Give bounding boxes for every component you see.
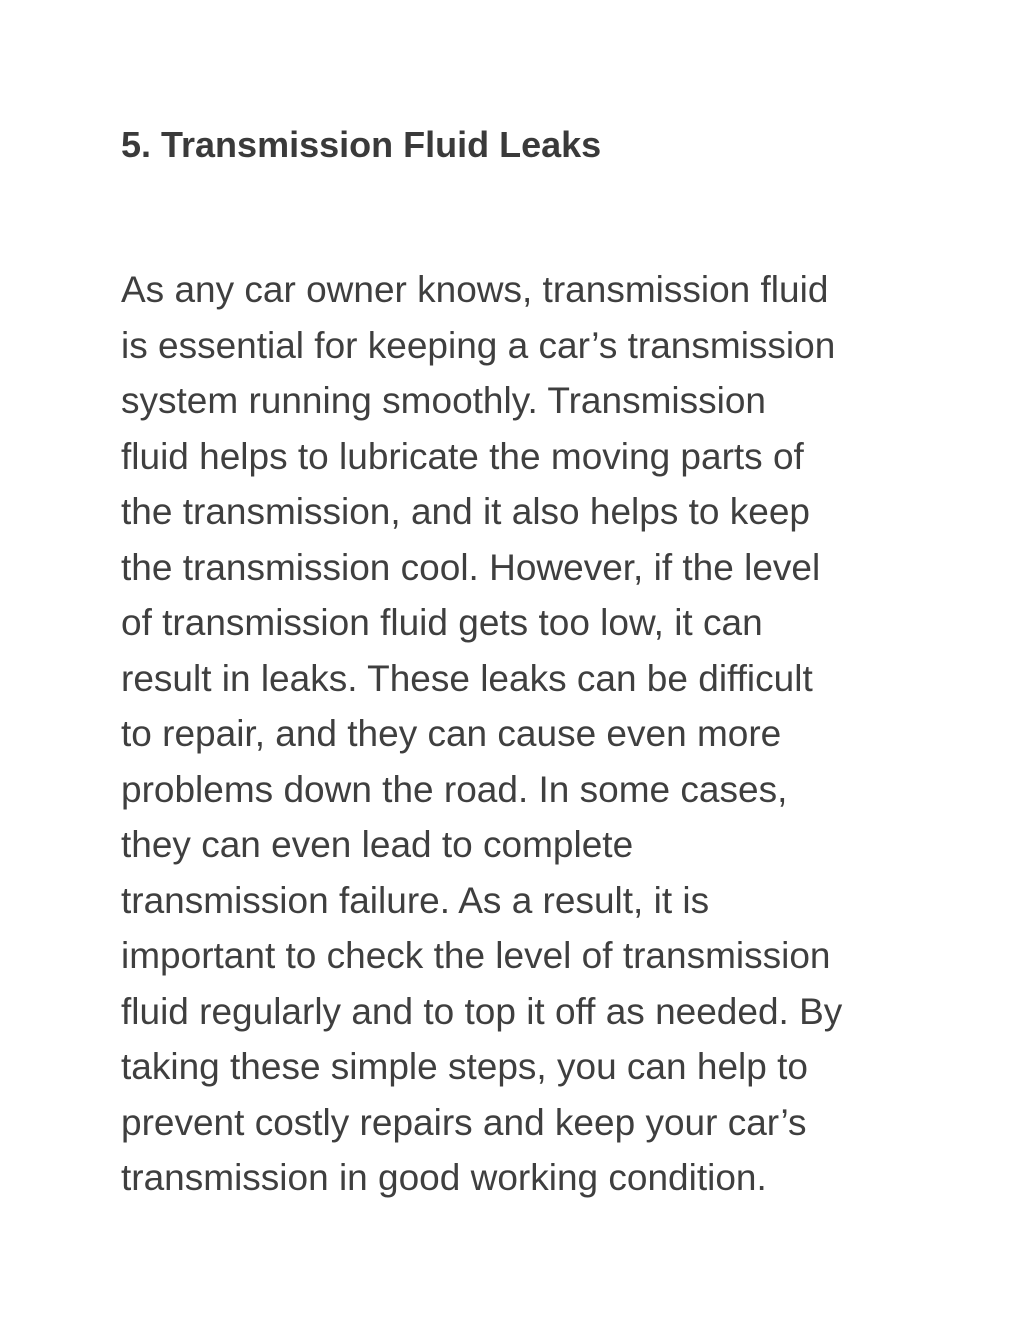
paragraph-line: is essential for keeping a car’s transmission xyxy=(121,324,836,366)
paragraph-line: problems down the road. In some cases, xyxy=(121,768,788,810)
paragraph-line: result in leaks. These leaks can be difficult xyxy=(121,657,813,699)
paragraph-line: system running smoothly. Transmission xyxy=(121,380,766,421)
paragraph-line: prevent costly repairs and keep your car’s xyxy=(121,1101,807,1143)
paragraph-line: the transmission cool. However, if the level xyxy=(121,546,821,588)
paragraph-line: transmission failure. As a result, it is xyxy=(121,879,710,921)
paragraph-line: they can even lead to complete xyxy=(121,824,634,865)
paragraph-line: taking these simple steps, you can help to xyxy=(121,1046,808,1087)
paragraph-line: important to check the level of transmission xyxy=(121,935,831,976)
body-paragraph xyxy=(121,262,921,1206)
section-heading: 5. Transmission Fluid Leaks xyxy=(121,124,602,165)
paragraph-line: fluid regularly and to top it off as needed. By xyxy=(121,990,843,1032)
paragraph-line: to repair, and they can cause even more xyxy=(121,713,782,754)
paragraph-line: fluid helps to lubricate the moving parts of xyxy=(121,435,804,477)
paragraph-line: As any car owner knows, transmission fluid xyxy=(121,269,829,310)
paragraph-line: transmission in good working condition. xyxy=(121,1157,767,1198)
paragraph-line: of transmission fluid gets too low, it can xyxy=(121,602,763,643)
paragraph-line: the transmission, and it also helps to keep xyxy=(121,491,810,532)
